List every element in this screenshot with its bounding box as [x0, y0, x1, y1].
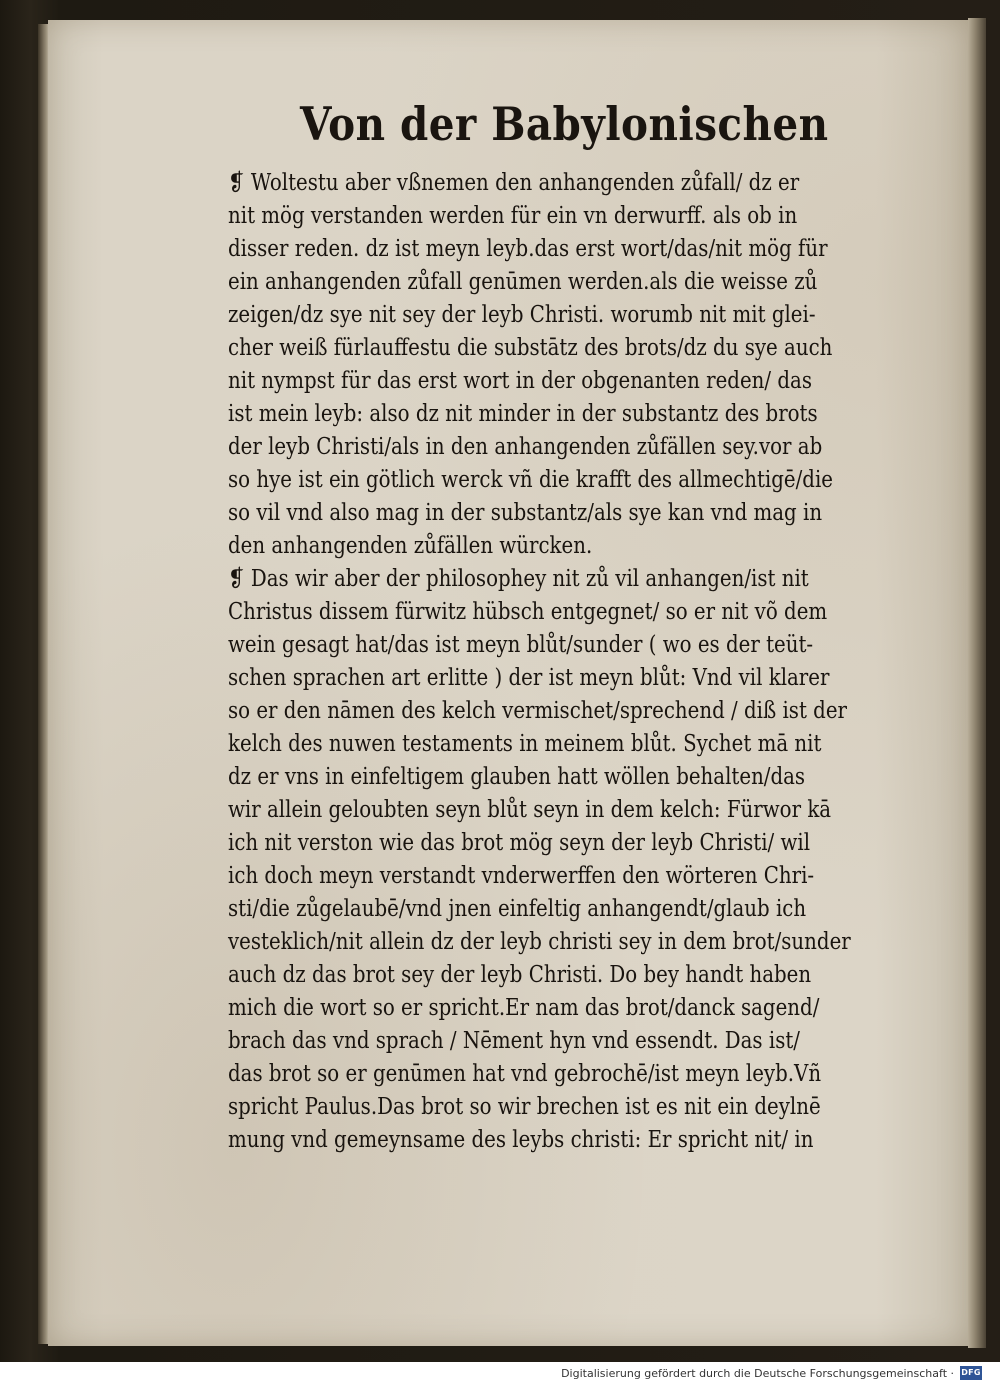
- text-line: nit mög verstanden werden für ein vn derwurff. als ob in: [228, 203, 798, 229]
- text-line: ich nit verston wie das brot mög seyn der leyb Christi/ wil: [228, 830, 811, 856]
- text-line: so vil vnd also mag in der substantz/als sye kan vnd mag in: [228, 500, 823, 526]
- text-line: wein gesagt hat/das ist meyn blůt/sunder ( wo es der teüt-: [228, 632, 814, 658]
- text-block: [228, 166, 928, 1156]
- text-line: auch dz das brot sey der leyb Christi. Do bey handt haben: [228, 962, 812, 988]
- text-line: nit nympst für das erst wort in der obgenanten reden/ das: [228, 368, 812, 394]
- text-line: ❡ Woltestu aber vßnemen den anhangenden zůfall/ dz er: [228, 170, 800, 196]
- text-line: sti/die zůgelaubē/vnd jnen einfeltig anhangendt/glaub ich: [228, 896, 807, 922]
- text-line: disser reden. dz ist meyn leyb.das erst wort/das/nit mög für: [228, 236, 828, 262]
- text-line: zeigen/dz sye nit sey der leyb Christi. worumb nit mit glei-: [228, 302, 816, 328]
- running-head: Von der Babylonischen: [300, 97, 829, 151]
- page-edge: [968, 18, 986, 1348]
- text-line: mung vnd gemeynsame des leybs christi: Er spricht nit/ in: [228, 1127, 814, 1153]
- text-line: schen sprachen art erlitte ) der ist meyn blůt: Vnd vil klarer: [228, 665, 830, 691]
- digitization-credit: Digitalisierung gefördert durch die Deutsche Forschungsgemeinschaft ·: [561, 1367, 954, 1380]
- text-line: den anhangenden zůfällen würcken.: [228, 533, 593, 559]
- text-line: spricht Paulus.Das brot so wir brechen ist es nit ein deylnē: [228, 1094, 821, 1120]
- text-line: ist mein leyb: also dz nit minder in der substantz des brots: [228, 401, 818, 427]
- text-line: brach das vnd sprach / Nēment hyn vnd essendt. Das ist/: [228, 1028, 800, 1054]
- text-line: so er den nāmen des kelch vermischet/sprechend / diß ist der: [228, 698, 848, 724]
- text-line: ein anhangenden zůfall genūmen werden.als die weisse zů: [228, 269, 818, 295]
- text-line: kelch des nuwen testaments in meinem blůt. Sychet mā nit: [228, 731, 822, 757]
- text-line: ich doch meyn verstandt vnderwerffen den wörteren Chri-: [228, 863, 815, 889]
- text-line: vesteklich/nit allein dz der leyb christi sey in dem brot/sunder: [228, 929, 851, 955]
- text-line: ❡ Das wir aber der philosophey nit zů vil anhangen/ist nit: [228, 566, 809, 592]
- text-line: so hye ist ein götlich werck vñ die krafft des allmechtigē/die: [228, 467, 833, 493]
- text-line: Christus dissem fürwitz hübsch entgegnet/ so er nit võ dem: [228, 599, 828, 625]
- text-line: wir allein geloubten seyn blůt seyn in dem kelch: Fürwor kā: [228, 797, 832, 823]
- text-line: cher weiß fürlauffestu die substātz des brots/dz du sye auch: [228, 335, 833, 361]
- text-line: der leyb Christi/als in den anhangenden zůfällen sey.vor ab: [228, 434, 823, 460]
- dfg-logo: DFG: [960, 1366, 982, 1380]
- text-line: dz er vns in einfeltigem glauben hatt wöllen behalten/das: [228, 764, 806, 790]
- text-line: mich die wort so er spricht.Er nam das brot/danck sagend/: [228, 995, 820, 1021]
- text-line: das brot so er genūmen hat vnd gebrochē/ist meyn leyb.Vñ: [228, 1061, 822, 1087]
